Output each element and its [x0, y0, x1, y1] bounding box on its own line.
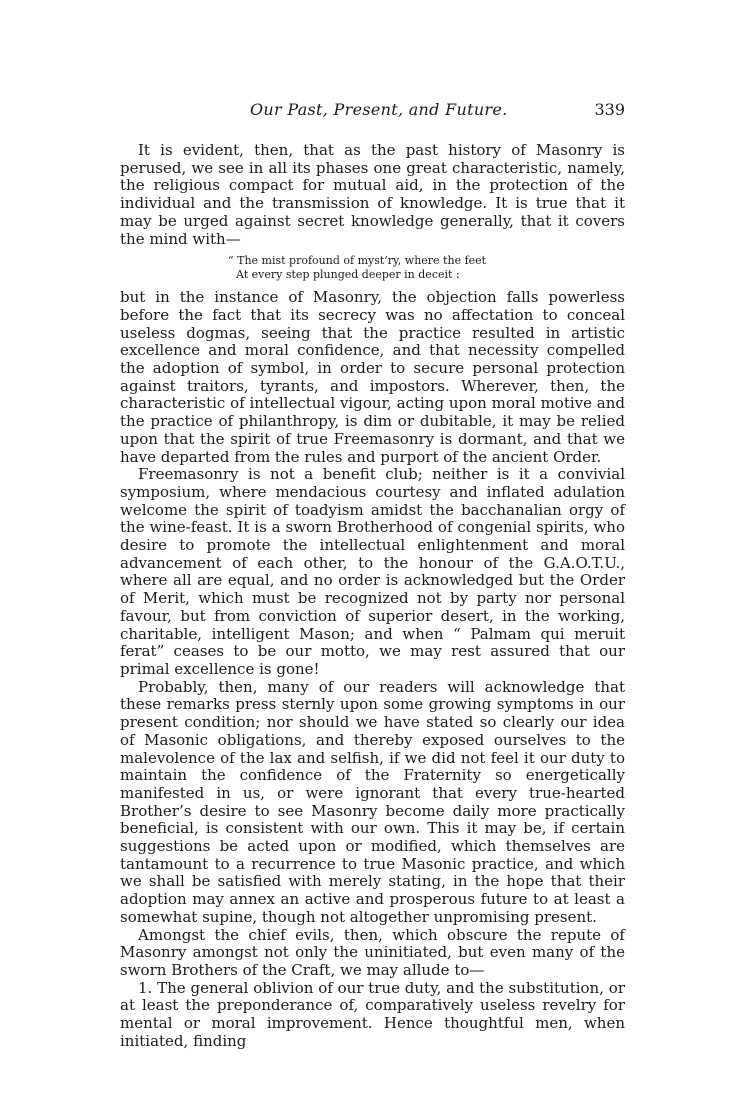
- paragraph-3: Freemasonry is not a benefit club; neither is it a convivial symposium, where mendacious courtesy and inflated adulation welcome the spirit of toadyism amidst the bacchanalian orgy of the wine-feast. It is a sworn Brotherhood of congenial spirits, who desire to promote the intellectual enlightenment and moral advancement of each other, to the honour of the G.A.O.T.U., where all are equal, and no order is acknowledged but the Order of Merit, which must be recognized not by party nor personal favour, but from conviction of superior desert, in the working, charitable, intelligent Mason; and when “ Palmam qui meruit ferat” ceases to be our motto, we may rest assured that our primal excellence is gone!: [120, 465, 625, 678]
- paragraph-1: It is evident, then, that as the past history of Masonry is perused, we see in all its phases one great characteristic, namely, the religious compact for mutual aid, in the protection of the individual and the transmission of knowledge. It is true that it may be urged against secret knowledge generally, that it covers the mind with—: [120, 141, 625, 248]
- article-body: [120, 142, 625, 1050]
- paragraph-5: Amongst the chief evils, then, which obscure the repute of Masonry amongst not only the uninitiated, but even many of the sworn Brothers of the Craft, we may allude to—: [120, 925, 625, 979]
- verse-quote: [120, 254, 625, 282]
- paragraph-6: 1. The general oblivion of our true duty, and the substitution, or at least the preponderance of, comparatively useless revelry for mental or moral improvement. Hence thoughtful men, when initiated, finding: [120, 978, 625, 1050]
- running-title: Our Past, Present, and Future.: [250, 100, 508, 119]
- page-number: 339: [594, 100, 625, 119]
- paragraph-2: but in the instance of Masonry, the objection falls powerless before the fact that its secrecy was no affectation to conceal useless dogmas, seeing that the practice resulted in artistic excellence and moral confidence, and that necessity compelled the adoption of symbol, in order to secure personal protection against traitors, tyrants, and impostors. Wherever, then, the characteristic of intellectual vigour, acting upon moral motive and the practice of philanthropy, is dim or dubitable, it may be relied upon that the spirit of true Freemasonry is dormant, and that we have departed from the rules and purport of the ancient Order.: [120, 288, 625, 466]
- quote-line-1: “ The mist profound of myst’ry, where the feet: [228, 254, 487, 268]
- paragraph-4: Probably, then, many of our readers will acknowledge that these remarks press sternly upon some growing symptoms in our present condition; nor should we have stated so clearly our idea of Masonic obligations, and thereby exposed ourselves to the malevolence of the lax and selfish, if we did not feel it our duty to maintain the confidence of the Fraternity so energetically manifested in us, or were ignorant that every true-hearted Brother’s desire to see Masonry become daily more practically beneficial, is consistent with our own. This it may be, if certain suggestions be acted upon or modified, which themselves are tantamount to a recurrence to true Masonic practice, and which we shall be satisfied with merely stating, in the hope that their adoption may annex an active and prosperous future to at least a somewhat supine, though not altogether unpromising present.: [120, 677, 625, 926]
- page-header: [120, 100, 625, 126]
- quote-line-2: At every step plunged deeper in deceit :: [236, 268, 460, 282]
